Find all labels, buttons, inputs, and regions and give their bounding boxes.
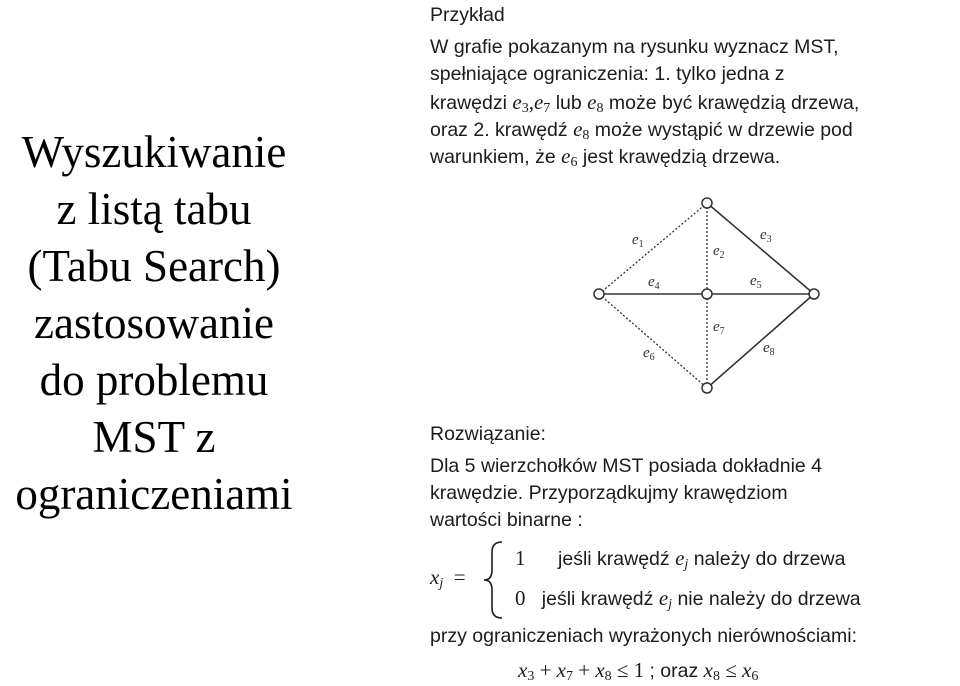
label-e7: $e_7$ [713,319,725,337]
text-fragment: jest krawędzią drzewa. [577,146,781,168]
solution-line-2: krawędzie. Przyporządkujmy krawędziom [430,482,788,504]
math-ej: ej [658,586,673,612]
text-fragment: oraz 2. krawędź [430,119,574,141]
text-fragment: może wystąpić w drzewie pod [589,119,853,141]
label-e1: $e_1$ [632,232,644,250]
text-fragment: nie należy do drzewa [672,588,861,610]
label-e5: $e_5$ [750,273,762,291]
math-ej: ej [675,546,689,572]
math-e8: e8 [587,90,604,116]
label-e4: $e_4$ [648,274,660,292]
label-e3: $e_3$ [760,227,772,245]
solution-heading: Rozwiązanie: [430,423,546,445]
text-fragment: jeśli krawędź [541,588,659,610]
text-fragment: jeśli krawędź [558,548,676,570]
text-fragment: ; oraz [649,660,699,682]
graph-vertex [594,289,604,299]
graph-vertex [702,383,712,393]
edge-e6 [599,294,707,388]
title-line: MST z [92,412,216,462]
label-e6: $e_6$ [643,345,655,363]
graph-vertex [702,198,712,208]
math-e8: e8 [573,117,590,143]
title-line: z listą tabu [56,184,252,234]
label-e8: $e_8$ [763,340,775,358]
math-e6: e6 [561,144,578,170]
constraints-formula: x3 + x7 + x8 ≤ 1 ; oraz x8 ≤ x6 [518,658,759,684]
title-line: do problemu [39,355,269,405]
constraints-intro: przy ograniczeniach wyrażonych nierównościami: [430,625,858,647]
text-fragment: krawędzi [430,92,513,114]
edge-e8 [707,294,814,388]
case-value: 1 [515,546,526,570]
title-line: (Tabu Search) [27,241,281,291]
title-line: zastosowanie [34,298,274,348]
graph-vertex [702,289,712,299]
example-heading: Przykład [430,4,505,26]
text-fragment: warunkiem, że [430,146,562,168]
case-one [515,546,845,571]
text-fragment: może być krawędzią drzewa, [603,92,860,114]
example-line-2: spełniające ograniczenia: 1. tylko jedna z [430,63,785,85]
title-line: Wyszukiwanie [21,127,287,177]
label-e2: $e_2$ [713,243,725,261]
title-line: ograniczeniami [15,469,293,519]
graph-vertex [809,289,819,299]
case-value: 0 [515,586,526,610]
left-brace [480,540,510,620]
text-fragment: należy do drzewa [688,548,846,570]
text-fragment: lub [550,92,588,114]
case-zero [515,586,861,611]
example-line-1: W grafie pokazanym na rysunku wyznacz MST, [430,36,839,58]
var-xj: xj = [430,565,466,591]
solution-line-3: wartości binarne : [430,509,583,531]
solution-line-1: Dla 5 wierzchołków MST posiada dokładnie 4 [430,455,823,477]
math-e3: e3,e7 [512,90,551,116]
